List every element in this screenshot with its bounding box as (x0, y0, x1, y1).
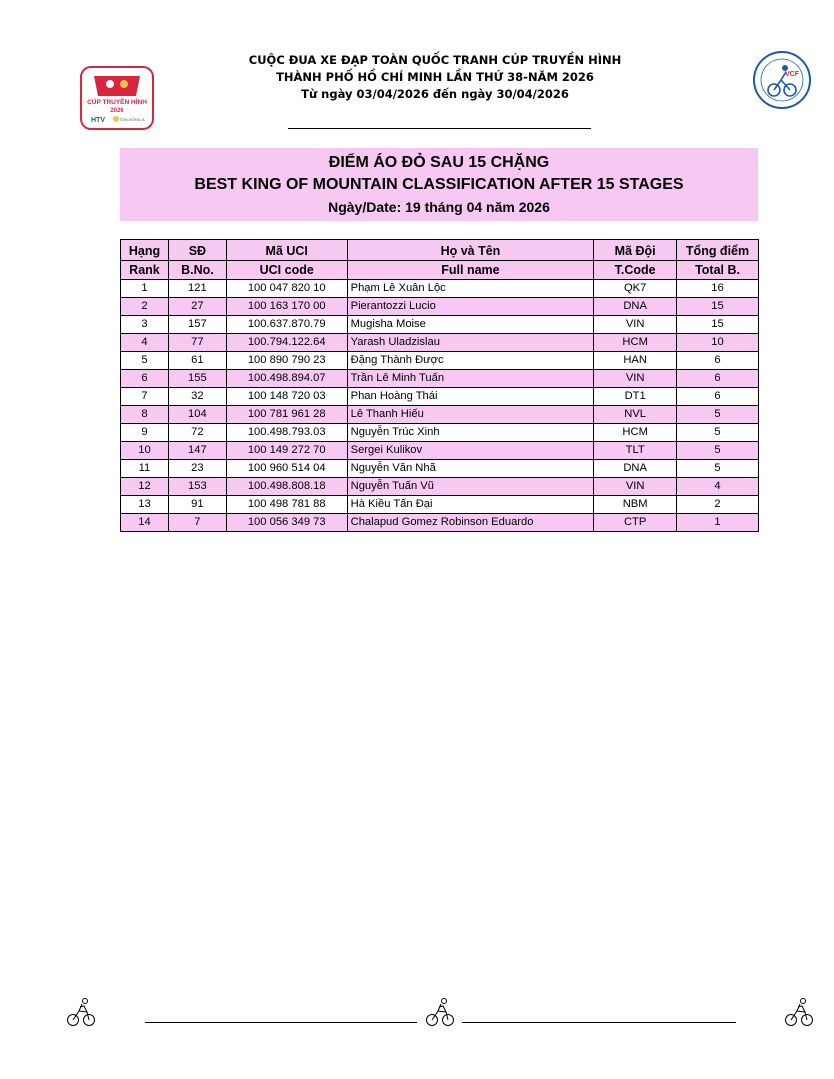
cell-bib: 91 (168, 496, 226, 514)
header-divider (288, 128, 591, 129)
table-row (121, 280, 759, 298)
cyclist-icon (66, 995, 96, 1029)
cell-uci-code: 100.498.808.18 (226, 478, 347, 496)
cyclist-icon (425, 995, 455, 1029)
cup-logo-title: CÚP TRUYỀN HÌNH (87, 99, 147, 106)
cell-total-points: 2 (677, 496, 759, 514)
cell-team-code: VIN (594, 370, 677, 388)
cell-uci-code: 100 960 514 04 (226, 460, 347, 478)
cell-full-name: Sergei Kulikov (347, 442, 594, 460)
cell-bib: 155 (168, 370, 226, 388)
cell-full-name: Hà Kiều Tấn Đại (347, 496, 594, 514)
table-row (121, 442, 759, 460)
cell-team-code: DT1 (594, 388, 677, 406)
cell-rank: 6 (121, 370, 169, 388)
htv-mark: HTV (91, 117, 105, 124)
cell-rank: 11 (121, 460, 169, 478)
cell-full-name: Pierantozzi Lucio (347, 298, 594, 316)
col-name-vn: Họ và Tên (347, 240, 594, 261)
cell-rank: 10 (121, 442, 169, 460)
cell-team-code: DNA (594, 460, 677, 478)
cell-team-code: DNA (594, 298, 677, 316)
table-row (121, 496, 759, 514)
cell-bib: 77 (168, 334, 226, 352)
cell-full-name: Nguyễn Trúc Xinh (347, 424, 594, 442)
cell-team-code: NVL (594, 406, 677, 424)
cell-uci-code: 100 047 820 10 (226, 280, 347, 298)
cell-total-points: 5 (677, 406, 759, 424)
cell-full-name: Trần Lê Minh Tuấn (347, 370, 594, 388)
cell-full-name: Phan Hoàng Thái (347, 388, 594, 406)
cell-uci-code: 100.498.894.07 (226, 370, 347, 388)
cell-bib: 121 (168, 280, 226, 298)
cell-total-points: 5 (677, 460, 759, 478)
cell-total-points: 16 (677, 280, 759, 298)
sponsor-mark: TÔN ĐÔNG Á (119, 117, 145, 122)
cell-full-name: Yarash Uladzislau (347, 334, 594, 352)
classification-title-band (120, 148, 758, 221)
cell-rank: 1 (121, 280, 169, 298)
cell-total-points: 1 (677, 514, 759, 532)
event-title: CUỘC ĐUA XE ĐẠP TOÀN QUỐC TRANH CÚP TRUYỀN HÌNH (248, 53, 622, 67)
cell-full-name: Chalapud Gomez Robinson Eduardo (347, 514, 594, 532)
cell-uci-code: 100.498.793.03 (226, 424, 347, 442)
cell-rank: 3 (121, 316, 169, 334)
cell-total-points: 10 (677, 334, 759, 352)
col-points-en: Total B. (677, 261, 759, 280)
event-header (200, 52, 670, 103)
cell-rank: 4 (121, 334, 169, 352)
cell-rank: 14 (121, 514, 169, 532)
table-row (121, 460, 759, 478)
col-uci-vn: Mã UCI (226, 240, 347, 261)
cell-uci-code: 100 890 790 23 (226, 352, 347, 370)
cell-full-name: Đặng Thành Được (347, 352, 594, 370)
col-uci-en: UCI code (226, 261, 347, 280)
cell-rank: 8 (121, 406, 169, 424)
col-name-en: Full name (347, 261, 594, 280)
cell-bib: 72 (168, 424, 226, 442)
table-row (121, 298, 759, 316)
cell-total-points: 6 (677, 352, 759, 370)
cell-full-name: Nguyễn Tuấn Vũ (347, 478, 594, 496)
footer (0, 995, 834, 1035)
vcf-text: VCF (785, 71, 799, 78)
cell-bib: 61 (168, 352, 226, 370)
table-row (121, 514, 759, 532)
cell-team-code: HCM (594, 334, 677, 352)
cell-uci-code: 100.794.122.64 (226, 334, 347, 352)
cell-team-code: NBM (594, 496, 677, 514)
cell-uci-code: 100.637.870.79 (226, 316, 347, 334)
results-table (120, 239, 759, 532)
cell-total-points: 6 (677, 388, 759, 406)
cell-total-points: 5 (677, 442, 759, 460)
cell-team-code: HCM (594, 424, 677, 442)
cell-team-code: TLT (594, 442, 677, 460)
signature-line-left (145, 1022, 417, 1023)
cell-team-code: HAN (594, 352, 677, 370)
cyclist-icon (784, 995, 814, 1029)
col-bib-en: B.No. (168, 261, 226, 280)
cell-uci-code: 100 781 961 28 (226, 406, 347, 424)
cell-full-name: Nguyễn Văn Nhã (347, 460, 594, 478)
cell-total-points: 4 (677, 478, 759, 496)
cell-bib: 7 (168, 514, 226, 532)
vcf-logo (752, 50, 812, 110)
cell-uci-code: 100 056 349 73 (226, 514, 347, 532)
signature-line-right (462, 1022, 736, 1023)
cell-rank: 2 (121, 298, 169, 316)
classification-title-en: BEST KING OF MOUNTAIN CLASSIFICATION AFTER 15 STAGES (194, 176, 684, 193)
table-row (121, 388, 759, 406)
cell-uci-code: 100 163 170 00 (226, 298, 347, 316)
cell-uci-code: 100 149 272 70 (226, 442, 347, 460)
cell-full-name: Lê Thanh Hiếu (347, 406, 594, 424)
cell-bib: 27 (168, 298, 226, 316)
cell-rank: 7 (121, 388, 169, 406)
col-points-vn: Tổng điểm (677, 240, 759, 261)
cell-rank: 12 (121, 478, 169, 496)
cell-team-code: VIN (594, 478, 677, 496)
cell-bib: 157 (168, 316, 226, 334)
table-row (121, 316, 759, 334)
event-subtitle: THÀNH PHỐ HỒ CHÍ MINH LẦN THỨ 38-NĂM 2026 (276, 70, 594, 84)
cell-total-points: 15 (677, 298, 759, 316)
cell-bib: 147 (168, 442, 226, 460)
cell-uci-code: 100 498 781 88 (226, 496, 347, 514)
classification-date: Ngày/Date: 19 tháng 04 năm 2026 (328, 199, 550, 215)
cell-bib: 104 (168, 406, 226, 424)
cell-team-code: QK7 (594, 280, 677, 298)
table-row (121, 406, 759, 424)
classification-title-vn: ĐIỂM ÁO ĐỎ SAU 15 CHẶNG (328, 154, 550, 171)
table-row (121, 478, 759, 496)
col-bib-vn: SĐ (168, 240, 226, 261)
cell-total-points: 6 (677, 370, 759, 388)
header-row-vn (121, 240, 759, 261)
cell-team-code: VIN (594, 316, 677, 334)
header-row-en (121, 261, 759, 280)
cell-bib: 23 (168, 460, 226, 478)
cell-rank: 13 (121, 496, 169, 514)
cell-total-points: 5 (677, 424, 759, 442)
cell-full-name: Mugisha Moise (347, 316, 594, 334)
cell-team-code: CTP (594, 514, 677, 532)
cup-logo (80, 66, 154, 130)
cell-bib: 153 (168, 478, 226, 496)
col-team-vn: Mã Đội (594, 240, 677, 261)
table-row (121, 334, 759, 352)
table-row (121, 370, 759, 388)
col-rank-en: Rank (121, 261, 169, 280)
col-team-en: T.Code (594, 261, 677, 280)
cell-rank: 9 (121, 424, 169, 442)
col-rank-vn: Hạng (121, 240, 169, 261)
table-row (121, 424, 759, 442)
cell-total-points: 15 (677, 316, 759, 334)
cell-uci-code: 100 148 720 03 (226, 388, 347, 406)
cell-rank: 5 (121, 352, 169, 370)
cup-logo-year: 2026 (110, 108, 124, 114)
cell-full-name: Phạm Lê Xuân Lộc (347, 280, 594, 298)
cell-bib: 32 (168, 388, 226, 406)
event-dates: Từ ngày 03/04/2026 đến ngày 30/04/2026 (301, 87, 569, 101)
table-row (121, 352, 759, 370)
